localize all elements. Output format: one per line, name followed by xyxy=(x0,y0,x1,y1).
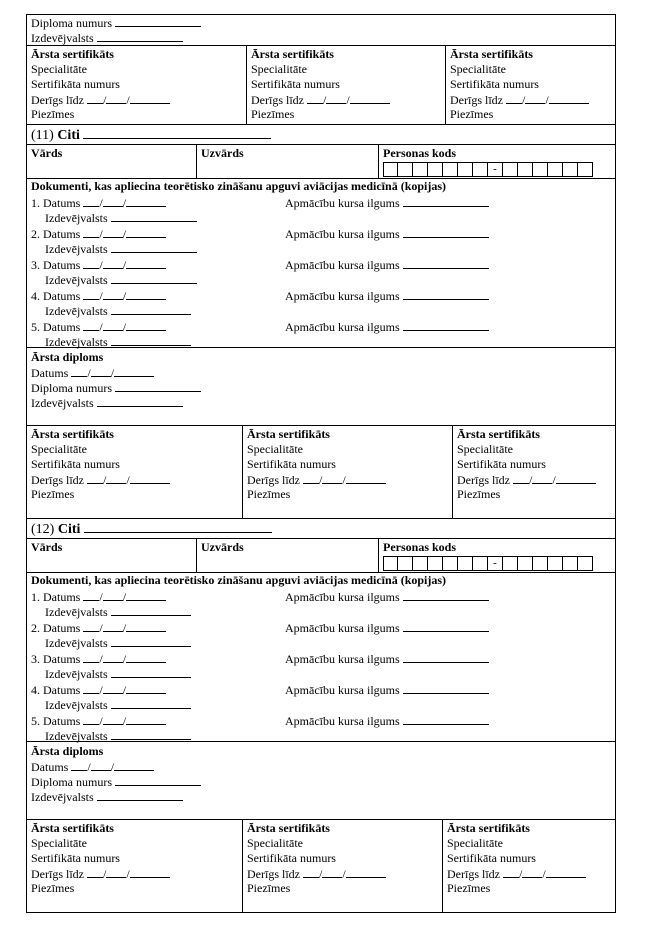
issuing-country-label: Izdevējvalsts xyxy=(31,31,94,45)
course-duration-field[interactable] xyxy=(403,319,489,331)
personal-code-boxes[interactable] xyxy=(383,556,613,571)
valid-year-field[interactable] xyxy=(130,866,170,878)
course-duration-field[interactable] xyxy=(403,226,489,238)
cert-number-label: Sertifikāta numurs xyxy=(450,77,539,91)
course-duration-field[interactable] xyxy=(403,620,489,632)
personal-code-label: Personas kods xyxy=(383,540,457,554)
valid-until-label: Derīgs līdz xyxy=(247,473,300,487)
valid-year-field[interactable] xyxy=(546,866,586,878)
valid-until-label: Derīgs līdz xyxy=(450,93,503,107)
valid-year-field[interactable] xyxy=(346,472,386,484)
docs-title: Dokumenti, kas apliecina teorētisko zināšanu apguvi aviācijas medicīnā (kopijas) xyxy=(31,179,447,193)
personal-code-dash: - xyxy=(488,162,503,177)
docs-title: Dokumenti, kas apliecina teorētisko zināšanu apguvi aviācijas medicīnā (kopijas) xyxy=(31,573,447,587)
date-day-field[interactable] xyxy=(71,759,87,771)
valid-month-field[interactable] xyxy=(532,472,552,484)
doc-country-field[interactable] xyxy=(111,635,191,647)
date-year-field[interactable] xyxy=(126,257,166,269)
cert-title: Ārsta sertifikāts xyxy=(31,427,114,441)
docs-block-12 xyxy=(27,573,615,742)
personal-code-cell xyxy=(379,539,613,572)
valid-day-field[interactable] xyxy=(513,472,529,484)
issuing-country-row xyxy=(27,30,615,45)
cert-col: Ārsta sertifikāts Specialitāte Sertifikāta numurs Derīgs līdz / / Piezīmes xyxy=(247,46,446,124)
specialty-label: Specialitāte xyxy=(31,442,87,456)
valid-day-field[interactable] xyxy=(303,866,319,878)
course-duration-label: Apmācību kursa ilgums xyxy=(285,714,400,728)
doc-item: 3. Datums / / Izdevējvalsts Apmācību kursa ilgums xyxy=(27,651,615,682)
cert-title: Ārsta sertifikāts xyxy=(447,821,530,835)
valid-until-label: Derīgs līdz xyxy=(31,93,84,107)
valid-month-field[interactable] xyxy=(106,866,126,878)
date-day-field[interactable] xyxy=(83,651,99,663)
cert-number-label: Sertifikāta numurs xyxy=(31,851,120,865)
person-row-12 xyxy=(27,539,615,573)
diploma-country-label: Izdevējvalsts xyxy=(31,396,94,410)
course-duration-field[interactable] xyxy=(403,257,489,269)
notes-label: Piezīmes xyxy=(447,881,491,895)
valid-until-label: Derīgs līdz xyxy=(447,867,500,881)
diploma-country-label: Izdevējvalsts xyxy=(31,790,94,804)
date-month-field[interactable] xyxy=(103,257,123,269)
date-month-field[interactable] xyxy=(103,226,123,238)
personal-code-cell xyxy=(379,145,613,178)
specialty-label: Specialitāte xyxy=(31,62,87,76)
valid-until-label: Derīgs līdz xyxy=(247,867,300,881)
doc-item: 1. Datums / / Izdevējvalsts Apmācību kursa ilgums xyxy=(27,195,615,226)
doc-country-field[interactable] xyxy=(111,303,191,315)
course-duration-label: Apmācību kursa ilgums xyxy=(285,196,400,210)
date-day-field[interactable] xyxy=(83,195,99,207)
top-diploma-block xyxy=(27,15,615,46)
diploma-number-label: Diploma numurs xyxy=(31,381,112,395)
doc-country-field[interactable] xyxy=(111,697,191,709)
cert-number-label: Sertifikāta numurs xyxy=(247,851,336,865)
diploma-number-field[interactable] xyxy=(115,774,201,786)
doc-item: 5. Datums / / Izdevējvalsts Apmācību kursa ilgums xyxy=(27,319,615,350)
doc-date-label: 2. Datums xyxy=(31,621,81,635)
date-day-field[interactable] xyxy=(83,589,99,601)
date-year-field[interactable] xyxy=(114,365,154,377)
doc-date-label: 4. Datums xyxy=(31,289,81,303)
date-day-field[interactable] xyxy=(83,319,99,331)
cert-col: Ārsta sertifikāts Specialitāte Sertifikāta numurs Derīgs līdz / / Piezīmes xyxy=(243,820,443,912)
date-day-field[interactable] xyxy=(83,620,99,632)
valid-year-field[interactable] xyxy=(549,92,589,104)
diploma-number-field[interactable] xyxy=(115,380,201,392)
doc-date-label: 3. Datums xyxy=(31,652,81,666)
diploma-title: Ārsta diploms xyxy=(31,350,104,364)
cert-title: Ārsta sertifikāts xyxy=(31,47,114,61)
diploma-number-row xyxy=(27,15,615,30)
cert-number-label: Sertifikāta numurs xyxy=(31,77,120,91)
first-name-label: Vārds xyxy=(31,146,63,160)
valid-year-field[interactable] xyxy=(556,472,596,484)
doc-country-label: Izdevējvalsts xyxy=(45,273,108,287)
cert-number-label: Sertifikāta numurs xyxy=(251,77,340,91)
date-year-field[interactable] xyxy=(126,195,166,207)
last-name-label: Uzvārds xyxy=(201,540,244,554)
doc-country-field[interactable] xyxy=(111,604,191,616)
cert-col: Ārsta sertifikāts Specialitāte Sertifikāta numurs Derīgs līdz / / Piezīmes xyxy=(446,46,613,124)
section-heading-11 xyxy=(27,125,615,145)
course-duration-field[interactable] xyxy=(403,195,489,207)
valid-month-field[interactable] xyxy=(326,92,346,104)
doc-country-label: Izdevējvalsts xyxy=(45,667,108,681)
valid-until-label: Derīgs līdz xyxy=(31,473,84,487)
doc-country-field[interactable] xyxy=(111,728,191,740)
date-day-field[interactable] xyxy=(83,288,99,300)
course-duration-label: Apmācību kursa ilgums xyxy=(285,590,400,604)
course-duration-label: Apmācību kursa ilgums xyxy=(285,621,400,635)
doc-item: 4. Datums / / Izdevējvalsts Apmācību kursa ilgums xyxy=(27,288,615,319)
cert-title: Ārsta sertifikāts xyxy=(457,427,540,441)
section-name-field[interactable] xyxy=(83,125,271,139)
doc-item: 4. Datums / / Izdevējvalsts Apmācību kursa ilgums xyxy=(27,682,615,713)
course-duration-field[interactable] xyxy=(403,682,489,694)
valid-day-field[interactable] xyxy=(87,472,103,484)
date-month-field[interactable] xyxy=(103,620,123,632)
doc-country-label: Izdevējvalsts xyxy=(45,729,108,743)
cert-title: Ārsta sertifikāts xyxy=(247,821,330,835)
valid-day-field[interactable] xyxy=(303,472,319,484)
diploma-date-label: Datums xyxy=(31,760,69,774)
specialty-label: Specialitāte xyxy=(247,836,303,850)
valid-day-field[interactable] xyxy=(87,866,103,878)
valid-until-label: Derīgs līdz xyxy=(31,867,84,881)
valid-day-field[interactable] xyxy=(503,866,519,878)
doc-country-label: Izdevējvalsts xyxy=(45,211,108,225)
date-month-field[interactable] xyxy=(103,319,123,331)
doc-item: 2. Datums / / Izdevējvalsts Apmācību kursa ilgums xyxy=(27,620,615,651)
course-duration-label: Apmācību kursa ilgums xyxy=(285,320,400,334)
section-title: Citi xyxy=(57,128,80,143)
specialty-label: Specialitāte xyxy=(247,442,303,456)
doc-country-label: Izdevējvalsts xyxy=(45,335,108,349)
doc-date-label: 2. Datums xyxy=(31,227,81,241)
date-month-field[interactable] xyxy=(91,365,111,377)
last-name-cell[interactable] xyxy=(197,145,379,178)
section-number: (12) xyxy=(31,522,55,537)
date-year-field[interactable] xyxy=(126,682,166,694)
notes-label: Piezīmes xyxy=(31,881,75,895)
doc-date-label: 4. Datums xyxy=(31,683,81,697)
cert-row-12 xyxy=(27,820,615,913)
valid-until-label: Derīgs līdz xyxy=(251,93,304,107)
specialty-label: Specialitāte xyxy=(447,836,503,850)
date-month-field[interactable] xyxy=(103,195,123,207)
specialty-label: Specialitāte xyxy=(457,442,513,456)
last-name-cell[interactable] xyxy=(197,539,379,572)
course-duration-field[interactable] xyxy=(403,713,489,725)
notes-label: Piezīmes xyxy=(457,487,501,501)
doc-item: 5. Datums / / Izdevējvalsts Apmācību kursa ilgums xyxy=(27,713,615,744)
valid-month-field[interactable] xyxy=(525,92,545,104)
section-name-field[interactable] xyxy=(84,519,272,533)
cert-number-label: Sertifikāta numurs xyxy=(31,457,120,471)
cert-number-label: Sertifikāta numurs xyxy=(447,851,536,865)
doc-date-label: 1. Datums xyxy=(31,196,81,210)
doc-country-label: Izdevējvalsts xyxy=(45,304,108,318)
diploma-block-11: Ārsta diploms Datums / / Diploma numurs Izdevējvalsts xyxy=(27,348,615,426)
first-name-cell[interactable] xyxy=(27,145,197,178)
docs-block-11 xyxy=(27,179,615,348)
diploma-number-label: Diploma numurs xyxy=(31,16,112,30)
cert-col: Ārsta sertifikāts Specialitāte Sertifikāta numurs Derīgs līdz / / Piezīmes xyxy=(243,426,453,518)
date-day-field[interactable] xyxy=(83,226,99,238)
date-month-field[interactable] xyxy=(103,713,123,725)
date-year-field[interactable] xyxy=(126,288,166,300)
personal-code-boxes[interactable] xyxy=(383,162,613,177)
date-month-field[interactable] xyxy=(103,682,123,694)
section-heading-12 xyxy=(27,519,615,539)
date-year-field[interactable] xyxy=(126,651,166,663)
section-number: (11) xyxy=(31,128,54,143)
date-month-field[interactable] xyxy=(91,759,111,771)
diploma-number-field[interactable] xyxy=(115,15,201,27)
valid-month-field[interactable] xyxy=(522,866,542,878)
notes-label: Piezīmes xyxy=(31,487,75,501)
form-frame xyxy=(26,14,616,913)
personal-code-label: Personas kods xyxy=(383,146,457,160)
doc-country-label: Izdevējvalsts xyxy=(45,242,108,256)
diploma-number-label: Diploma numurs xyxy=(31,775,112,789)
cert-col: Ārsta sertifikāts Specialitāte Sertifikāta numurs Derīgs līdz / / Piezīmes xyxy=(27,426,243,518)
valid-year-field[interactable] xyxy=(130,92,170,104)
specialty-label: Specialitāte xyxy=(251,62,307,76)
valid-month-field[interactable] xyxy=(322,866,342,878)
person-row-11 xyxy=(27,145,615,179)
diploma-country-field[interactable] xyxy=(97,395,183,407)
specialty-label: Specialitāte xyxy=(31,836,87,850)
date-day-field[interactable] xyxy=(83,682,99,694)
valid-year-field[interactable] xyxy=(350,92,390,104)
diploma-date-label: Datums xyxy=(31,366,69,380)
cert-col: Ārsta sertifikāts Specialitāte Sertifikāta numurs Derīgs līdz / / Piezīmes xyxy=(27,820,243,912)
cert-row-11 xyxy=(27,426,615,519)
date-month-field[interactable] xyxy=(103,288,123,300)
course-duration-field[interactable] xyxy=(403,651,489,663)
notes-label: Piezīmes xyxy=(247,487,291,501)
valid-year-field[interactable] xyxy=(346,866,386,878)
doc-date-label: 1. Datums xyxy=(31,590,81,604)
cert-title: Ārsta sertifikāts xyxy=(450,47,533,61)
cert-row-top xyxy=(27,46,615,125)
cert-col: Ārsta sertifikāts Specialitāte Sertifikāta numurs Derīgs līdz / / Piezīmes xyxy=(453,426,613,518)
cert-number-label: Sertifikāta numurs xyxy=(457,457,546,471)
doc-date-label: 5. Datums xyxy=(31,320,81,334)
valid-month-field[interactable] xyxy=(106,472,126,484)
last-name-label: Uzvārds xyxy=(201,146,244,160)
doc-country-field[interactable] xyxy=(111,241,197,253)
section-title: Citi xyxy=(57,522,81,537)
doc-item: 1. Datums / / Izdevējvalsts Apmācību kursa ilgums xyxy=(27,589,615,620)
doc-country-label: Izdevējvalsts xyxy=(45,605,108,619)
doc-item: 3. Datums / / Izdevējvalsts Apmācību kursa ilgums xyxy=(27,257,615,288)
date-year-field[interactable] xyxy=(126,620,166,632)
notes-label: Piezīmes xyxy=(450,107,494,121)
personal-code-dash: - xyxy=(488,556,503,571)
doc-country-field[interactable] xyxy=(111,334,191,346)
date-month-field[interactable] xyxy=(103,589,123,601)
cert-title: Ārsta sertifikāts xyxy=(251,47,334,61)
doc-country-field[interactable] xyxy=(111,210,197,222)
date-year-field[interactable] xyxy=(114,759,154,771)
course-duration-field[interactable] xyxy=(403,589,489,601)
doc-date-label: 3. Datums xyxy=(31,258,81,272)
date-day-field[interactable] xyxy=(83,257,99,269)
cert-col: Ārsta sertifikāts Specialitāte Sertifikāta numurs Derīgs līdz / / Piezīmes xyxy=(27,46,247,124)
valid-month-field[interactable] xyxy=(106,92,126,104)
course-duration-field[interactable] xyxy=(403,288,489,300)
date-month-field[interactable] xyxy=(103,651,123,663)
first-name-label: Vārds xyxy=(31,540,63,554)
doc-item: 2. Datums / / Izdevējvalsts Apmācību kursa ilgums xyxy=(27,226,615,257)
valid-until-label: Derīgs līdz xyxy=(457,473,510,487)
date-day-field[interactable] xyxy=(83,713,99,725)
course-duration-label: Apmācību kursa ilgums xyxy=(285,289,400,303)
diploma-country-field[interactable] xyxy=(97,789,183,801)
date-year-field[interactable] xyxy=(126,226,166,238)
specialty-label: Specialitāte xyxy=(450,62,506,76)
course-duration-label: Apmācību kursa ilgums xyxy=(285,258,400,272)
doc-country-field[interactable] xyxy=(111,666,191,678)
notes-label: Piezīmes xyxy=(31,107,75,121)
date-year-field[interactable] xyxy=(126,713,166,725)
doc-date-label: 5. Datums xyxy=(31,714,81,728)
valid-day-field[interactable] xyxy=(506,92,522,104)
first-name-cell[interactable] xyxy=(27,539,197,572)
issuing-country-field[interactable] xyxy=(97,30,183,42)
cert-title: Ārsta sertifikāts xyxy=(31,821,114,835)
date-day-field[interactable] xyxy=(71,365,87,377)
valid-day-field[interactable] xyxy=(307,92,323,104)
date-year-field[interactable] xyxy=(126,319,166,331)
valid-day-field[interactable] xyxy=(87,92,103,104)
course-duration-label: Apmācību kursa ilgums xyxy=(285,652,400,666)
notes-label: Piezīmes xyxy=(251,107,295,121)
valid-month-field[interactable] xyxy=(322,472,342,484)
course-duration-label: Apmācību kursa ilgums xyxy=(285,227,400,241)
doc-country-label: Izdevējvalsts xyxy=(45,698,108,712)
doc-country-label: Izdevējvalsts xyxy=(45,636,108,650)
cert-number-label: Sertifikāta numurs xyxy=(247,457,336,471)
diploma-title: Ārsta diploms xyxy=(31,744,104,758)
cert-title: Ārsta sertifikāts xyxy=(247,427,330,441)
date-year-field[interactable] xyxy=(126,589,166,601)
valid-year-field[interactable] xyxy=(130,472,170,484)
course-duration-label: Apmācību kursa ilgums xyxy=(285,683,400,697)
doc-country-field[interactable] xyxy=(111,272,197,284)
cert-col: Ārsta sertifikāts Specialitāte Sertifikāta numurs Derīgs līdz / / Piezīmes xyxy=(443,820,613,912)
diploma-block-12: Ārsta diploms Datums / / Diploma numurs Izdevējvalsts xyxy=(27,742,615,820)
notes-label: Piezīmes xyxy=(247,881,291,895)
